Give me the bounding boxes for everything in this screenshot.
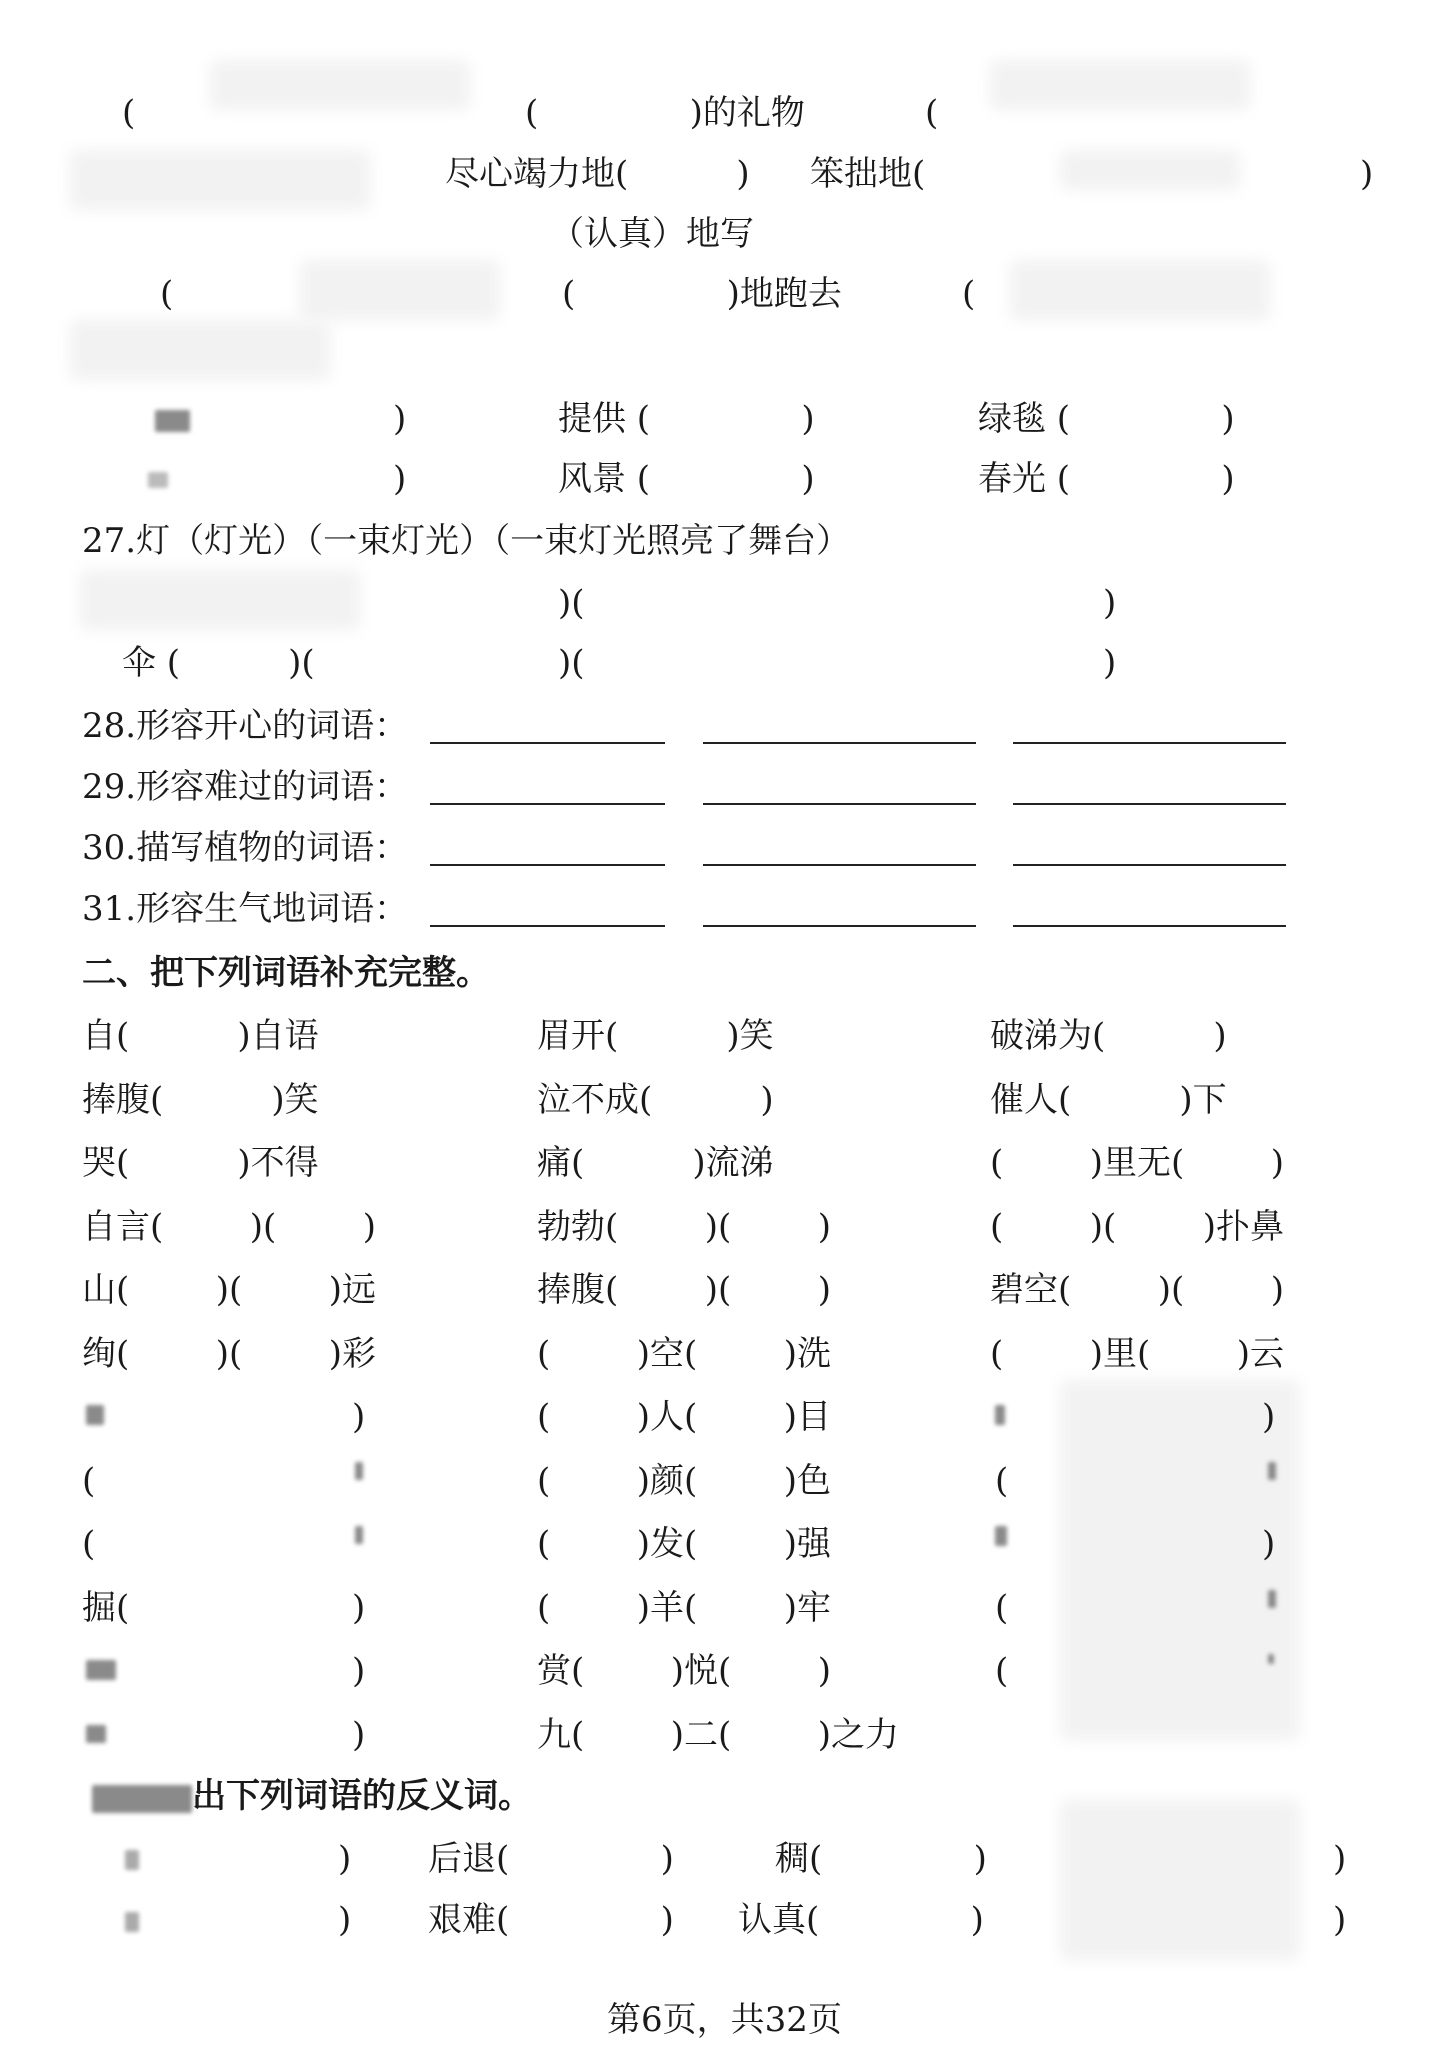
section-three-r1-c: 稠( ) [775, 1839, 987, 1879]
fill-line-label: 29.形容难过的词语： [82, 767, 409, 807]
section-three-r2-a: ) [338, 1900, 352, 1940]
section-three-r2-c: 认真( ) [738, 1900, 984, 1940]
idiom-item: ( [82, 1524, 96, 1564]
smudge-mark [86, 1660, 116, 1680]
section-two-heading: 二、把下列词语补充完整。 [82, 953, 490, 993]
answer-blank[interactable] [1013, 803, 1286, 805]
section-a-row2-a: 尽心竭力地( ) [445, 154, 750, 194]
idiom-item: 破涕为( ) [990, 1016, 1227, 1056]
smudge-mark [1268, 1590, 1276, 1608]
idiom-item: ( )空( )洗 [537, 1334, 831, 1374]
smudge-mark [995, 1526, 1007, 1546]
answer-blank[interactable] [703, 742, 976, 744]
idiom-item: ( )里无( ) [990, 1143, 1284, 1183]
idiom-item: 捧腹( )笑 [82, 1080, 319, 1120]
obscured-region [990, 60, 1250, 110]
smudge-mark [148, 472, 168, 488]
section-three-r1-d: ) [1333, 1839, 1347, 1879]
idiom-item: 哭( )不得 [82, 1143, 319, 1183]
idiom-item: 自言( )( ) [82, 1207, 376, 1247]
idiom-item: 九( )二( )之力 [537, 1715, 899, 1755]
section-three-r2-b: 艰难( ) [428, 1900, 674, 1940]
smudge-mark [355, 1462, 363, 1480]
idiom-item: 眉开( )笑 [537, 1016, 774, 1056]
obscured-region [1060, 150, 1240, 190]
idiom-item: ) [1262, 1397, 1276, 1437]
section-three-r1-b: 后退( ) [428, 1839, 674, 1879]
idiom-item: ( )羊( )牢 [537, 1588, 831, 1628]
idiom-item: 催人( )下 [990, 1080, 1227, 1120]
smudge-mark [125, 1912, 139, 1932]
smudge-mark [995, 1405, 1005, 1425]
section-a-row1-c: ( [925, 93, 939, 133]
section-b-row1-c: 绿毯 ( ) [978, 399, 1235, 439]
q27-line2-b: ) [1103, 583, 1117, 623]
idiom-item: 绚( )( )彩 [82, 1334, 376, 1374]
smudge-mark [1268, 1654, 1274, 1664]
section-a-row4-c: ( [962, 274, 976, 314]
obscured-region [210, 60, 470, 110]
answer-blank[interactable] [430, 864, 665, 866]
section-a-row1-a: ( [122, 93, 136, 133]
fill-line-label: 31.形容生气地词语： [82, 889, 409, 929]
answer-blank[interactable] [1013, 742, 1286, 744]
smudge-mark [125, 1850, 139, 1870]
smudge-mark [86, 1405, 104, 1425]
section-three-heading: 出下列词语的反义词。 [192, 1776, 532, 1816]
obscured-region [70, 320, 330, 380]
section-a-row2-c: ) [1360, 154, 1374, 194]
answer-blank[interactable] [1013, 864, 1286, 866]
answer-blank[interactable] [430, 925, 665, 927]
idiom-item: 痛( )流涕 [537, 1143, 774, 1183]
q27-line1: 27.灯（灯光）（一束灯光）（一束灯光照亮了舞台） [82, 521, 851, 561]
idiom-item: 勃勃( )( ) [537, 1207, 831, 1247]
idiom-item: 捧腹( )( ) [537, 1270, 831, 1310]
section-b-row1-b: 提供 ( ) [558, 399, 815, 439]
page-footer: 第6页，共32页 [607, 2000, 842, 2040]
obscured-region [1060, 1800, 1300, 1960]
answer-blank[interactable] [430, 803, 665, 805]
idiom-item-tail: ) [352, 1588, 366, 1628]
section-three-r1-a: ) [338, 1839, 352, 1879]
section-a-row4-a: ( [160, 274, 174, 314]
section-a-row1-b: ( )的礼物 [525, 93, 805, 133]
idiom-item: ( [995, 1588, 1009, 1628]
idiom-item: 泣不成( ) [537, 1080, 774, 1120]
idiom-item: ( [995, 1461, 1009, 1501]
idiom-item: ( )里( )云 [990, 1334, 1284, 1374]
answer-blank[interactable] [703, 925, 976, 927]
fill-line-label: 30.描写植物的词语： [82, 828, 409, 868]
section-a-row2-b: 笨拙地( [810, 154, 926, 194]
idiom-item: ( )发( )强 [537, 1524, 831, 1564]
section-b-row1-a: ) [393, 399, 407, 439]
smudge-mark [86, 1725, 106, 1743]
idiom-item: ( [82, 1461, 96, 1501]
section-b-row2-c: 春光 ( ) [978, 459, 1235, 499]
idiom-item: 山( )( )远 [82, 1270, 376, 1310]
q27-line3-a: 伞 ( )( [122, 643, 315, 683]
fill-line-label: 28.形容开心的词语： [82, 706, 409, 746]
section-a-row3: （认真）地写 [550, 214, 754, 254]
idiom-item: ) [352, 1397, 366, 1437]
idiom-item: ( )颜( )色 [537, 1461, 831, 1501]
answer-blank[interactable] [430, 742, 665, 744]
answer-blank[interactable] [1013, 925, 1286, 927]
idiom-item: 赏( )悦( ) [537, 1651, 831, 1691]
q27-line2-a: )( [558, 583, 585, 623]
obscured-region [300, 260, 500, 320]
section-a-row4-b: ( )地跑去 [562, 274, 842, 314]
smudge-mark [92, 1785, 192, 1813]
answer-blank[interactable] [703, 864, 976, 866]
idiom-item: ( [995, 1651, 1009, 1691]
idiom-item: ( )人( )目 [537, 1397, 831, 1437]
obscured-region [70, 150, 370, 210]
idiom-item: ) [352, 1651, 366, 1691]
idiom-item: 自( )自语 [82, 1016, 319, 1056]
q27-line3-c: ) [1103, 643, 1117, 683]
smudge-mark [355, 1526, 363, 1544]
smudge-mark [1268, 1462, 1276, 1480]
section-b-row2-b: 风景 ( ) [558, 459, 815, 499]
section-b-row2-a: ) [393, 459, 407, 499]
idiom-item: 碧空( )( ) [990, 1270, 1284, 1310]
idiom-item: ) [352, 1715, 366, 1755]
idiom-item: ( )( )扑鼻 [990, 1207, 1284, 1247]
obscured-region [80, 570, 360, 630]
section-three-r2-d: ) [1333, 1900, 1347, 1940]
q27-line3-b: )( [558, 643, 585, 683]
idiom-item: 掘( [82, 1588, 130, 1628]
idiom-item: ) [1262, 1524, 1276, 1564]
obscured-region [1010, 260, 1270, 320]
smudge-mark [155, 410, 190, 432]
answer-blank[interactable] [703, 803, 976, 805]
